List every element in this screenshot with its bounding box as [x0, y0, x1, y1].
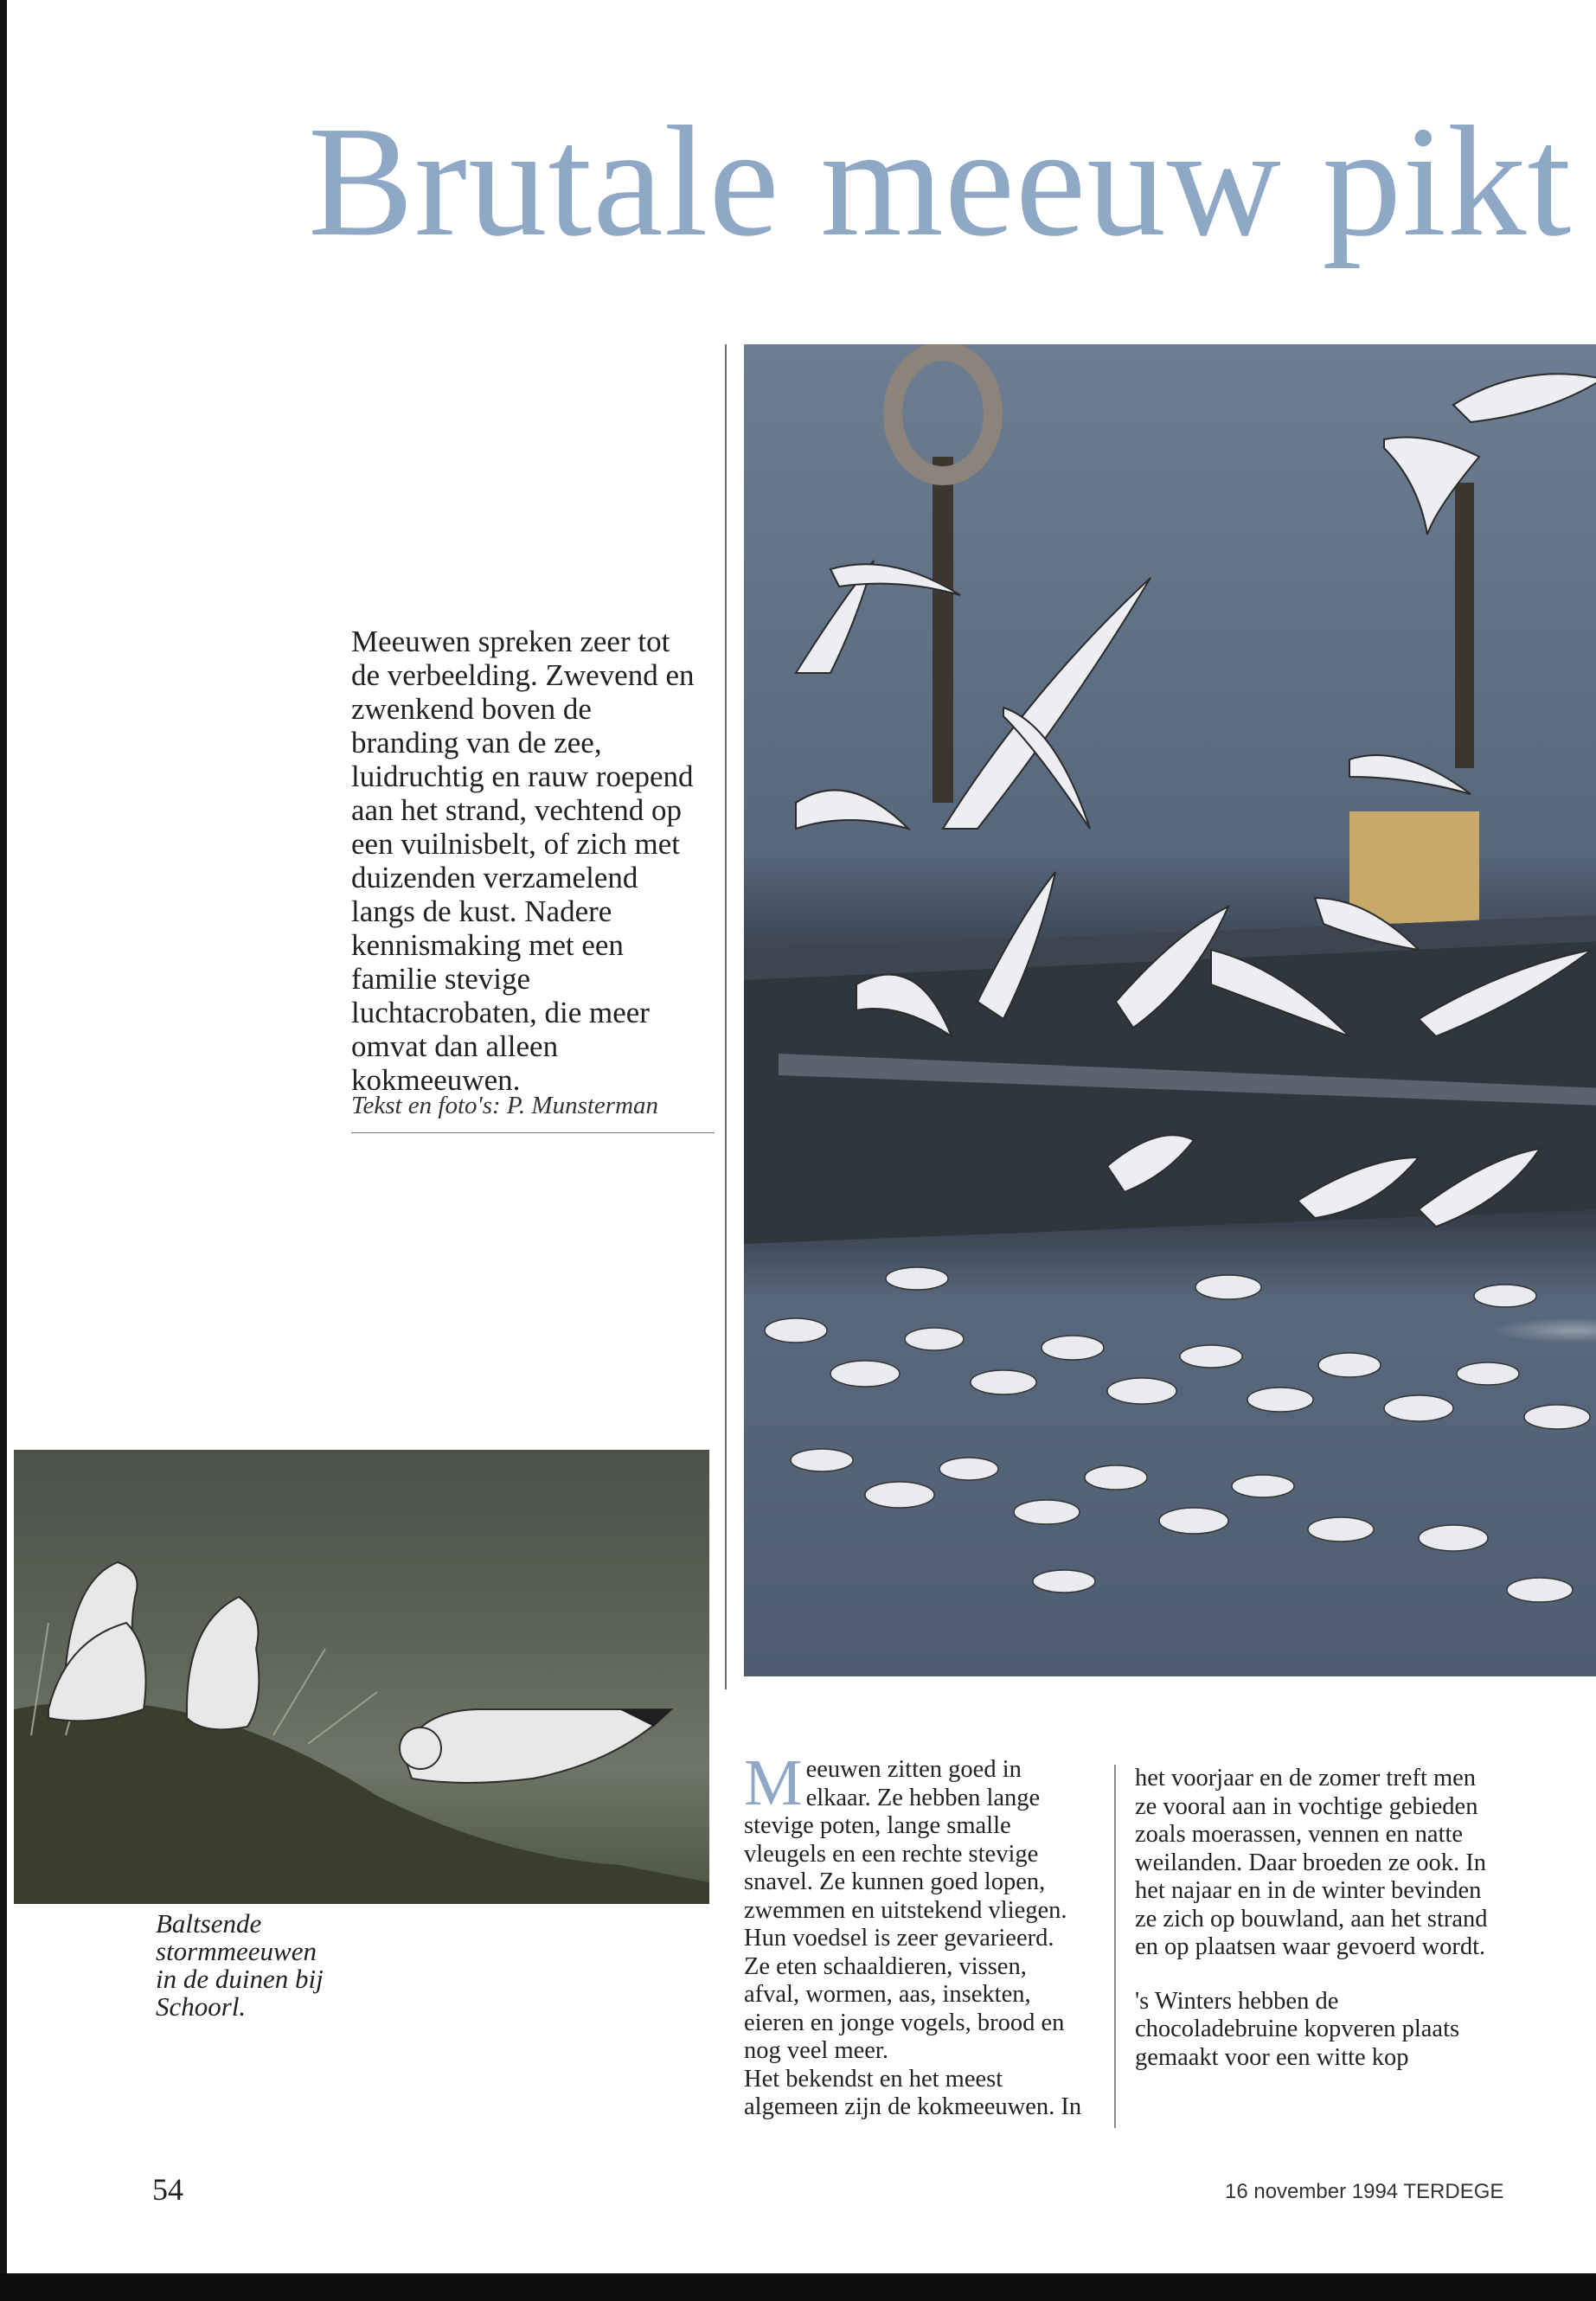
page-footer: 16 november 1994 TERDEGE: [1225, 2180, 1504, 2203]
body-paragraph: het voorjaar en de zomer treft men ze vooral aan in vochtige gebieden zoals moerassen, vennen en natte weilanden. Daar broeden ze ook. In het najaar en in de winter bevinden ze zich op bouwland, aan het strand en op plaatsen waar gevoerd wordt.: [1135, 1765, 1488, 1960]
column-divider: [1114, 1765, 1116, 2128]
body-paragraph: eeuwen zitten goed in elkaar. Ze hebben lange stevige poten, lange smalle vleugels en een rechte stevige snavel. Ze kunnen goed lopen, zwemmen en uitstekend vliegen. Hun voedsel is zeer gevarieerd. Ze eten schaaldieren, vissen, afval, wormen, aas, insekten, eieren en jonge vogels, brood en nog veel meer.: [744, 1756, 1067, 2064]
body-column-1: [744, 1747, 1086, 2122]
photo-common-gulls-illustration: [14, 1450, 709, 1904]
article-intro: Meeuwen spreken zeer tot de verbeelding. Zwevend en zwenkend boven de branding van de zee, luidruchtig en rauw roepend aan het strand, vechtend op een vuilnisbelt, of zich met duizenden verzamelend langs de kust. Nadere kennismaking met een familie stevige luchtacrobaten, die meer omvat dan alleen kokmeeuwen.: [351, 625, 695, 1097]
photo-gulls-boat: [744, 344, 1596, 1676]
page-number: 54: [152, 2172, 183, 2207]
drop-cap: M: [744, 1747, 803, 1819]
column-divider: [725, 344, 727, 1689]
body-column-2: [1135, 1765, 1498, 2072]
photo-gulls-boat-illustration: [744, 344, 1596, 1676]
headline: Brutale meeuw pikt: [308, 93, 1573, 269]
body-paragraph: Het bekendst en het meest algemeen zijn de kokmeeuwen. In: [744, 2065, 1082, 2120]
photo-credit: Tekst en foto's: P. Munsterman: [351, 1092, 715, 1133]
photo-common-gulls-dunes: [14, 1450, 709, 1904]
body-paragraph: 's Winters hebben de chocoladebruine kopveren plaats gemaakt voor een witte kop: [1135, 1987, 1460, 2071]
photo-caption: Baltsende stormmeeuwen in de duinen bij Schoorl.: [156, 1908, 324, 2022]
